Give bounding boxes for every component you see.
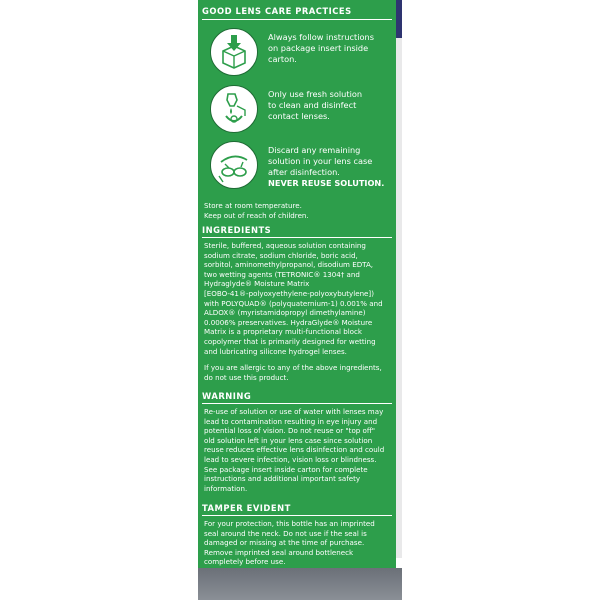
practice-discard-solution <box>268 145 392 189</box>
tamper-text <box>204 519 392 567</box>
ingredients-line: Sterile, buffered, aqueous solution containing <box>204 241 366 250</box>
storage-line: Keep out of reach of children. <box>204 210 309 220</box>
ingredients-line: Matrix is a proprietary multi-functional block <box>204 327 363 337</box>
box-base <box>198 568 402 600</box>
ingredients-divider <box>202 237 392 238</box>
ingredients-line: and lubricating silicone hydrogel lenses. <box>204 346 347 356</box>
practice-line: on package insert inside <box>268 43 369 53</box>
ingredients-line: [EOBO-41®-polyoxyethylene-polyoxybutylene]) <box>204 288 374 298</box>
lens-case-icon <box>210 141 258 189</box>
practice-fresh-solution <box>268 89 392 122</box>
practice-follow-instructions <box>268 32 392 65</box>
tamper-line: completely before use. <box>204 557 286 567</box>
carton-arrow-icon <box>210 28 258 76</box>
allergy-line: do not use this product. <box>204 372 289 382</box>
practice-line: carton. <box>268 54 297 64</box>
ingredients-line: sodium citrate, sodium chloride, boric acid, <box>204 250 358 260</box>
tamper-line: Remove imprinted seal around bottleneck <box>204 547 354 557</box>
practice-line: solution in your lens case <box>268 156 373 166</box>
warning-line: lead to contamination resulting in eye injury and <box>204 416 378 426</box>
ingredients-line: ALDOX® (myristamidopropyl dimethylamine) <box>204 308 366 318</box>
warning-line: Re-use of solution or use of water with lenses may <box>204 407 384 416</box>
box-side-edge <box>396 38 402 558</box>
ingredients-text <box>204 241 392 356</box>
warning-heading: WARNING <box>202 391 252 401</box>
warning-text <box>204 407 392 493</box>
ingredients-line: two wetting agents (TETRONIC® 1304† and <box>204 269 360 279</box>
ingredients-line: Hydraglyde® Moisture Matrix <box>204 279 310 289</box>
warning-line: lead to severe infection, vision loss or blindness. <box>204 454 377 464</box>
package-label-panel <box>198 0 396 568</box>
tamper-line: For your protection, this bottle has an imprinted <box>204 519 375 528</box>
storage-note <box>204 201 392 220</box>
tamper-line: seal around the neck. Do not use if the seal is <box>204 528 367 538</box>
practice-line: contact lenses. <box>268 111 330 121</box>
allergy-line: If you are allergic to any of the above ingredients, <box>204 363 382 372</box>
practice-line: Discard any remaining <box>268 145 361 155</box>
warning-divider <box>202 403 392 404</box>
warning-line: instructions and additional important safety <box>204 474 361 484</box>
box-top-edge <box>396 0 402 38</box>
warning-line: potential loss of vision. Do not reuse or "top off" <box>204 426 376 436</box>
warning-line: See package insert inside carton for complete <box>204 464 368 474</box>
ingredients-line: with POLYQUAD® (polyquaternium-1) 0.001% and <box>204 298 383 308</box>
care-divider <box>202 19 392 20</box>
ingredients-heading: INGREDIENTS <box>202 225 272 235</box>
tamper-line: damaged or missing at the time of purchase. <box>204 538 365 548</box>
tamper-heading: TAMPER EVIDENT <box>202 503 291 513</box>
practice-line: Only use fresh solution <box>268 89 363 99</box>
ingredients-line: copolymer that is primarily designed for wetting <box>204 336 376 346</box>
practice-line: to clean and disinfect <box>268 100 357 110</box>
warning-line: reuse reduces effective lens disinfection and could <box>204 445 385 455</box>
never-reuse-emphasis: NEVER REUSE SOLUTION. <box>268 178 385 188</box>
practice-line: Always follow instructions <box>268 32 374 42</box>
ingredients-line: 0.0006% preservatives. HydraGlyde® Moisture <box>204 317 373 327</box>
tamper-divider <box>202 515 392 516</box>
practice-line: after disinfection. <box>268 167 340 177</box>
bottle-drop-icon <box>210 85 258 133</box>
ingredients-line: sorbitol, aminomethylpropanol, disodium EDTA, <box>204 260 374 270</box>
care-heading: GOOD LENS CARE PRACTICES <box>202 6 352 16</box>
warning-line: old solution left in your lens case since solution <box>204 435 373 445</box>
warning-line: information. <box>204 483 248 493</box>
allergy-note <box>204 363 392 382</box>
storage-line: Store at room temperature. <box>204 201 302 210</box>
